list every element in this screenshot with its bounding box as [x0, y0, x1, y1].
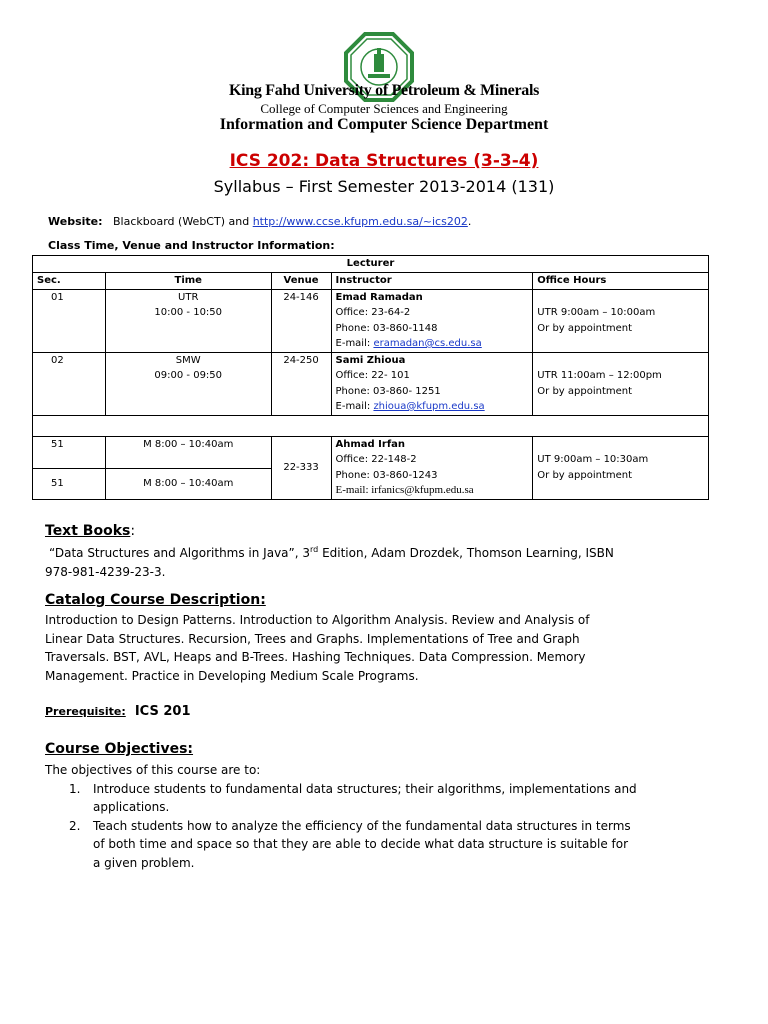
time-hours: 10:00 - 10:50: [154, 307, 223, 318]
instructor-cell: [331, 436, 533, 499]
prerequisite-line: [45, 700, 191, 719]
instructor-phone: Phone: 03-860-1243: [335, 469, 438, 481]
venue-cell: 24-250: [271, 352, 331, 415]
catalog-description: [45, 611, 725, 685]
prerequisite-value: ICS 201: [134, 704, 191, 719]
list-item: [45, 780, 735, 817]
office-hours-cell: [533, 436, 709, 499]
col-header-office-hours: Office Hours: [533, 273, 709, 290]
catalog-line: Linear Data Structures. Recursion, Trees and Graphs. Implementations of Tree and Graph: [45, 631, 580, 646]
office-hours: UT 9:00am – 10:30am: [537, 454, 649, 465]
instructor-name: Ahmad Irfan: [335, 438, 406, 450]
department-name: Information and Computer Science Department: [219, 116, 549, 133]
list-item-line: of both time and space so that they are able to decide what data structure is suitable for: [93, 837, 629, 851]
sec-cell: 51: [33, 468, 106, 499]
office-hours-note: Or by appointment: [537, 385, 633, 397]
course-title: ICS 202: Data Structures (3-3-4): [229, 151, 539, 171]
col-header-time: Time: [105, 273, 271, 290]
text-book-line-1: [45, 541, 725, 563]
spacer-cell: [33, 415, 709, 436]
text-books-section: [45, 520, 135, 539]
list-item-number: 1.: [69, 781, 81, 796]
col-header-venue: Venue: [271, 273, 331, 290]
instructor-office: Office: 22- 101: [335, 370, 410, 381]
instructor-cell: [331, 352, 533, 415]
instructor-office: Office: 22-148-2: [335, 454, 417, 465]
list-item-line: Introduce students to fundamental data structures; their algorithms, implementations and: [93, 781, 637, 796]
text-books-heading: Text Books: [45, 523, 131, 539]
list-item-number: 2.: [69, 818, 81, 833]
prerequisite-label: Prerequisite:: [45, 705, 126, 718]
venue-cell: 24-146: [271, 289, 331, 352]
schedule-table: [32, 255, 709, 500]
time-cell: [105, 352, 271, 415]
website-line: [48, 215, 471, 228]
time-cell: M 8:00 – 10:40am: [105, 436, 271, 468]
catalog-heading: Catalog Course Description:: [45, 592, 266, 608]
office-hours-cell: [533, 289, 709, 352]
office-hours: UTR 11:00am – 12:00pm: [537, 370, 662, 381]
text-book-isbn: 978-981-4239-23-3.: [45, 564, 166, 579]
instructor-email-link[interactable]: zhioua@kfupm.edu.sa: [373, 401, 485, 412]
list-item-line: applications.: [93, 800, 170, 814]
list-item-line: a given problem.: [93, 855, 195, 870]
instructor-phone: Phone: 03-860-1148: [335, 322, 438, 334]
instructor-phone: Phone: 03-860- 1251: [335, 385, 441, 397]
list-item: [45, 817, 735, 873]
text-book-entry: [45, 541, 725, 581]
objectives-section: [45, 761, 735, 872]
col-header-sec: Sec.: [33, 273, 106, 290]
website-text: Blackboard (WebCT) and: [113, 215, 250, 228]
syllabus-subtitle: Syllabus – First Semester 2013-2014 (131): [213, 177, 555, 196]
list-item-line: Teach students how to analyze the efficiency of the fundamental data structures in terms: [93, 818, 631, 833]
objectives-heading: Course Objectives:: [45, 741, 194, 757]
table-row: [33, 352, 709, 415]
sec-cell: 01: [33, 289, 106, 352]
instructor-office: Office: 23-64-2: [335, 307, 411, 318]
website-label: Website:: [48, 215, 103, 228]
class-info-label: Class Time, Venue and Instructor Information:: [48, 239, 335, 252]
col-header-instructor: Instructor: [331, 273, 533, 290]
office-hours-note: Or by appointment: [537, 322, 633, 334]
instructor-name: Emad Ramadan: [335, 291, 423, 303]
sec-cell: 02: [33, 352, 106, 415]
email-label: E-mail:: [335, 338, 371, 349]
catalog-line: Management. Practice in Developing Medium Scale Programs.: [45, 668, 419, 683]
office-hours-note: Or by appointment: [537, 469, 633, 481]
time-cell: [105, 289, 271, 352]
office-hours: UTR 9:00am – 10:00am: [537, 307, 656, 318]
instructor-email-link[interactable]: eramadan@cs.edu.sa: [373, 338, 482, 349]
instructor-name: Sami Zhioua: [335, 354, 406, 366]
text-book-details: Edition, Adam Drozdek, Thomson Learning, ISBN: [318, 546, 614, 560]
table-group-header-row: [33, 256, 709, 273]
time-cell: M 8:00 – 10:40am: [105, 468, 271, 499]
table-row: [33, 436, 709, 468]
table-row: [33, 289, 709, 352]
table-header-row: [33, 273, 709, 290]
instructor-email: E-mail: irfanics@kfupm.edu.sa: [335, 484, 474, 496]
table-spacer-row: [33, 415, 709, 436]
sec-cell: 51: [33, 436, 106, 468]
time-days: SMW: [175, 354, 201, 366]
instructor-email-line: [336, 336, 529, 352]
catalog-line: Introduction to Design Patterns. Introduction to Algorithm Analysis. Review and Analysis of: [45, 613, 590, 627]
email-label: E-mail:: [335, 401, 371, 412]
venue-cell: 22-333: [271, 436, 331, 499]
instructor-email-line: [336, 399, 529, 415]
catalog-line: Traversals. BST, AVL, Heaps and B-Trees. Hashing Techniques. Data Compression. Memory: [45, 650, 586, 664]
course-website-link[interactable]: http://www.ccse.kfupm.edu.sa/~ics202: [252, 215, 468, 228]
website-suffix: .: [467, 215, 472, 228]
text-book-title: “Data Structures and Algorithms in Java”, 3: [49, 546, 311, 560]
text-books-colon: :: [130, 523, 136, 539]
time-days: UTR: [178, 291, 199, 303]
edition-superscript: rd: [310, 545, 319, 554]
instructor-cell: [331, 289, 533, 352]
objectives-list: [45, 780, 735, 873]
objectives-intro: The objectives of this course are to:: [45, 763, 261, 777]
office-hours-cell: [533, 352, 709, 415]
university-name: King Fahd University of Petroleum & Minerals: [228, 82, 540, 99]
time-hours: 09:00 - 09:50: [154, 370, 223, 381]
lecturer-header: Lecturer: [33, 256, 709, 273]
college-name: College of Computer Sciences and Engineering: [260, 101, 508, 116]
